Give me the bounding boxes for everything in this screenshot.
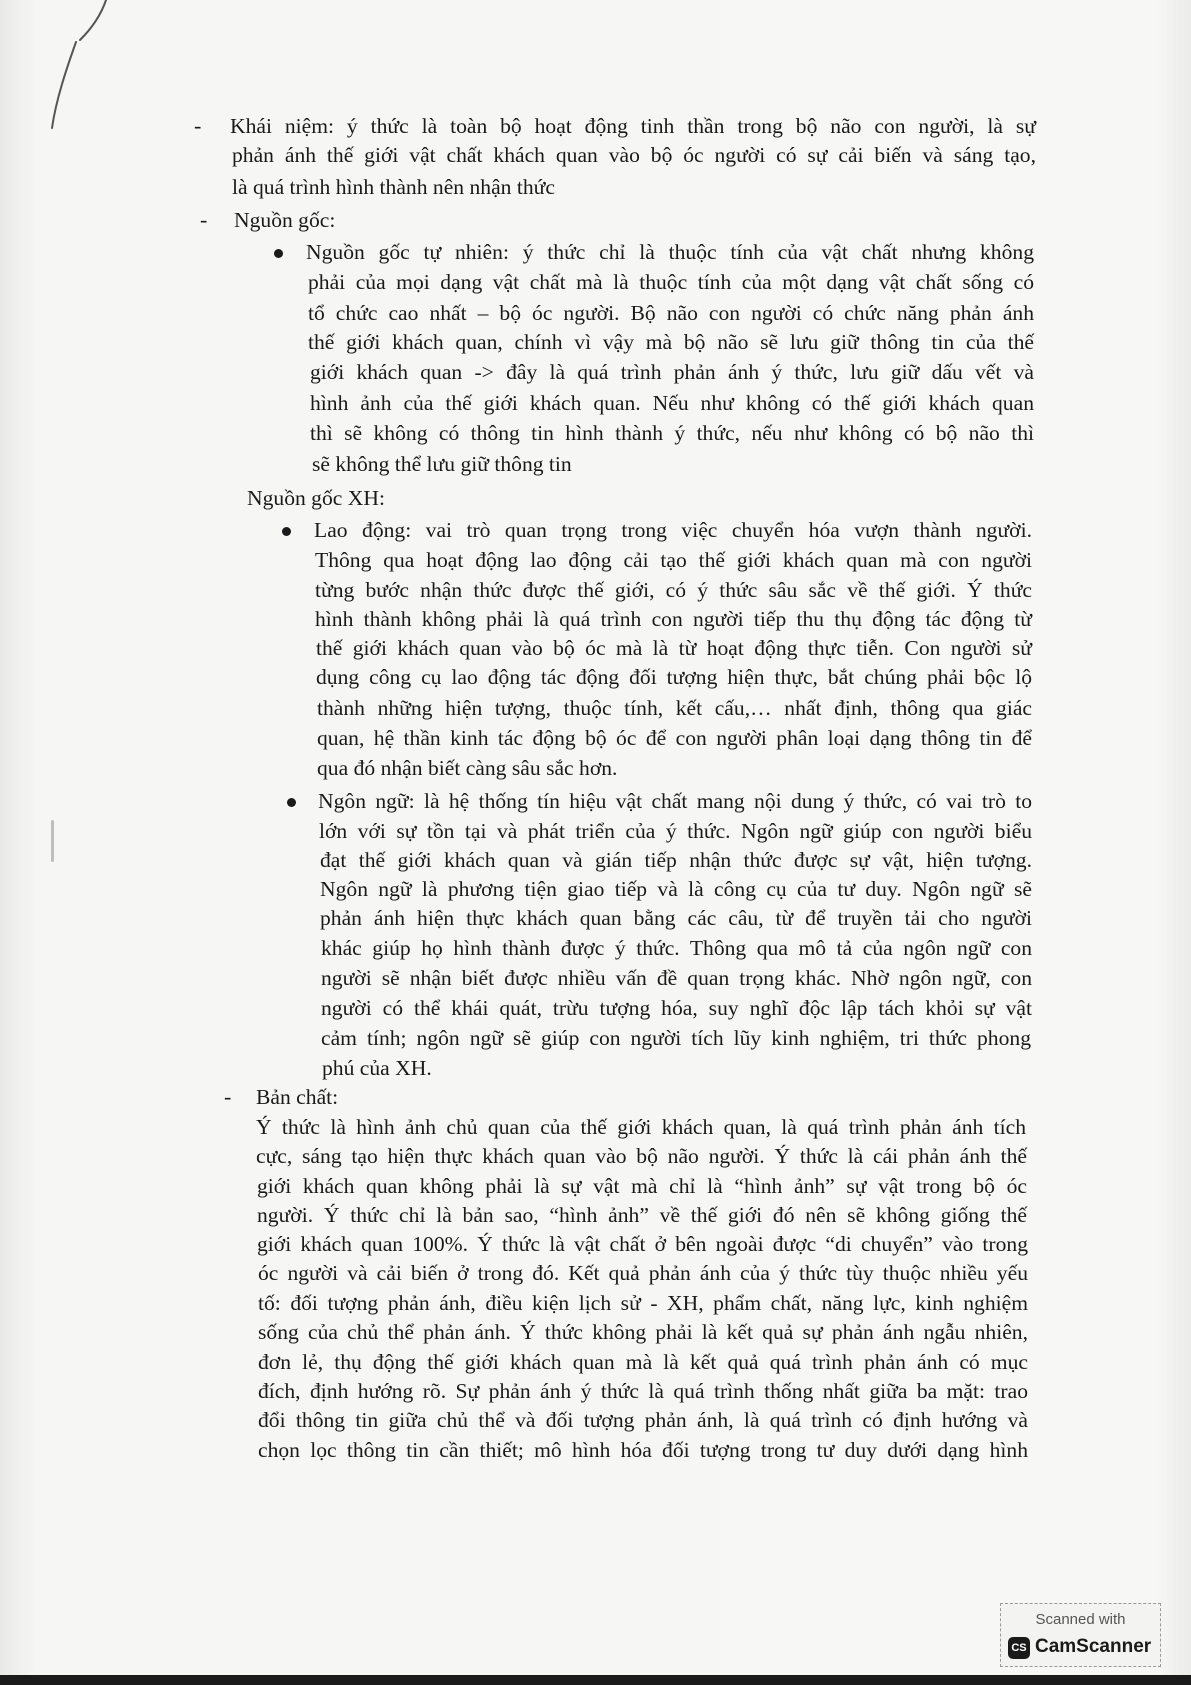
text-line: sẽ không thể lưu giữ thông tin xyxy=(312,452,572,476)
text-line: Nguồn gốc tự nhiên: ý thức chỉ là thuộc tính của vật chất nhưng không xyxy=(306,240,1034,264)
text-line: tố: đối tượng phản ánh, điều kiện lịch sử - XH, phẩm chất, năng lực, kinh nghiệm xyxy=(258,1291,1028,1315)
text-line: thành những hiện tượng, thuộc tính, kết cấu,… nhất định, thông qua giác xyxy=(317,696,1032,720)
text-line: phải của mọi dạng vật chất mà là thuộc tính của một dạng vật chất sống có xyxy=(308,270,1034,294)
text-line: khác giúp họ hình thành được ý thức. Thông qua mô tả của ngôn ngữ con xyxy=(321,936,1032,960)
watermark-caption: Scanned with xyxy=(1035,1611,1126,1628)
dash-bullet: - xyxy=(194,113,202,138)
camscanner-watermark xyxy=(1000,1603,1161,1667)
text-line: phản ánh hiện thực khách quan bằng các câu, từ để truyền tải cho người xyxy=(320,906,1032,930)
text-line: Ý thức là hình ảnh chủ quan của thế giới khách quan, là quá trình phản ánh tích xyxy=(256,1115,1026,1139)
text-line: hình thành không phải là quá trình con người tiếp thu thụ động tác động từ xyxy=(315,607,1032,631)
text-line: từng bước nhận thức được thế giới, có ý thức sâu sắc về thế giới. Ý thức xyxy=(315,578,1032,602)
text-line: Nguồn gốc XH: xyxy=(247,486,385,510)
text-line: Ngôn ngữ là phương tiện giao tiếp và là công cụ của tư duy. Ngôn ngữ sẽ xyxy=(320,877,1032,901)
text-line: phú của XH. xyxy=(322,1056,432,1080)
text-line: thế giới khách quan, chính vì vậy mà bộ não sẽ lưu giữ thông tin của thế xyxy=(308,330,1034,354)
text-line: giới khách quan không phải là sự vật mà chỉ là “hình ảnh” sự vật trong bộ óc xyxy=(257,1174,1027,1198)
text-line: cảm tính; ngôn ngữ sẽ giúp con người tích lũy kinh nghiệm, tri thức phong xyxy=(321,1026,1031,1050)
text-line: qua đó nhận biết càng sâu sắc hơn. xyxy=(317,756,618,780)
text-line: cực, sáng tạo hiện thực khách quan vào bộ não người. Ý thức là cái phản ánh thế xyxy=(256,1144,1027,1168)
text-line: lớn với sự tồn tại và phát triển của ý thức. Ngôn ngữ giúp con người biểu xyxy=(319,819,1032,843)
dash-bullet: - xyxy=(224,1084,232,1109)
text-line: phản ánh thế giới vật chất khách quan vào bộ óc người có sự cải biến và sáng tạo, xyxy=(232,143,1036,167)
text-line: người. Ý thức chỉ là bản sao, “hình ảnh” về thế giới đó nên sẽ không giống thế xyxy=(257,1203,1027,1227)
watermark-app-name: CamScanner xyxy=(1035,1636,1152,1657)
scan-edge-mark xyxy=(51,820,54,862)
pen-stroke-mark xyxy=(40,0,110,140)
dash-bullet: - xyxy=(200,207,208,232)
scan-bottom-edge xyxy=(0,1675,1191,1685)
camscanner-logo-icon: CS xyxy=(1008,1637,1030,1659)
text-line: người có thể khái quát, trừu tượng hóa, suy nghĩ độc lập tách khỏi sự vật xyxy=(321,996,1032,1020)
text-line: dụng công cụ lao động tác động đối tượng hiện thực, bắt chúng phải bộc lộ xyxy=(316,665,1032,689)
text-line: thế giới khách quan vào bộ óc mà là từ hoạt động thực tiễn. Con người sử xyxy=(316,636,1032,660)
text-line: đạt thế giới khách quan và gián tiếp nhận thức được sự vật, hiện tượng. xyxy=(320,848,1032,872)
text-line: là quá trình hình thành nên nhận thức xyxy=(232,175,555,199)
text-line: Nguồn gốc: xyxy=(234,208,336,232)
text-line: người sẽ nhận biết được nhiều vấn đề quan trọng khác. Nhờ ngôn ngữ, con xyxy=(321,966,1032,990)
text-line: óc người và cải biến ở trong đó. Kết quả phản ánh của ý thức tùy thuộc nhiều yếu xyxy=(258,1261,1028,1285)
bullet-dot xyxy=(274,249,283,258)
text-line: giới khách quan 100%. Ý thức là vật chất ở bên ngoài được “di chuyển” vào trong xyxy=(257,1232,1028,1256)
bullet-dot xyxy=(282,527,291,536)
text-line: Thông qua hoạt động lao động cải tạo thế giới khách quan mà con người xyxy=(315,548,1032,572)
text-line: Khái niệm: ý thức là toàn bộ hoạt động tinh thần trong bộ não con người, là sự xyxy=(230,114,1036,138)
text-line: sống của chủ thể phản ánh. Ý thức không phải là kết quả sự phản ánh ngẫu nhiên, xyxy=(258,1320,1028,1344)
text-line: đổi thông tin giữa chủ thể và đối tượng phản ánh, là quá trình có định hướng và xyxy=(258,1408,1028,1432)
text-line: chọn lọc thông tin cần thiết; mô hình hóa đối tượng trong tư duy dưới dạng hình xyxy=(258,1438,1028,1462)
text-line: giới khách quan -> đây là quá trình phản ánh ý thức, lưu giữ dấu vết và xyxy=(310,360,1034,384)
text-line: đích, định hướng rõ. Sự phản ánh ý thức là quá trình thống nhất giữa ba mặt: trao xyxy=(258,1379,1028,1403)
text-line: Lao động: vai trò quan trọng trong việc chuyển hóa vượn thành người. xyxy=(314,518,1032,542)
text-line: đơn lẻ, thụ động thế giới khách quan mà là kết quả quá trình phản ánh có mục xyxy=(258,1350,1028,1374)
text-line: Bản chất: xyxy=(256,1085,339,1109)
text-line: thì sẽ không có thông tin hình thành ý thức, nếu như không có bộ não thì xyxy=(310,421,1034,445)
bullet-dot xyxy=(287,798,296,807)
text-line: tổ chức cao nhất – bộ óc người. Bộ não con người có chức năng phản ánh xyxy=(308,301,1034,325)
text-line: quan, hệ thần kinh tác động bộ óc để con người phân loại dạng thông tin để xyxy=(317,726,1032,750)
text-line: Ngôn ngữ: là hệ thống tín hiệu vật chất mang nội dung ý thức, có vai trò to xyxy=(318,789,1032,813)
text-line: hình ảnh của thế giới khách quan. Nếu như không có thế giới khách quan xyxy=(310,391,1034,415)
